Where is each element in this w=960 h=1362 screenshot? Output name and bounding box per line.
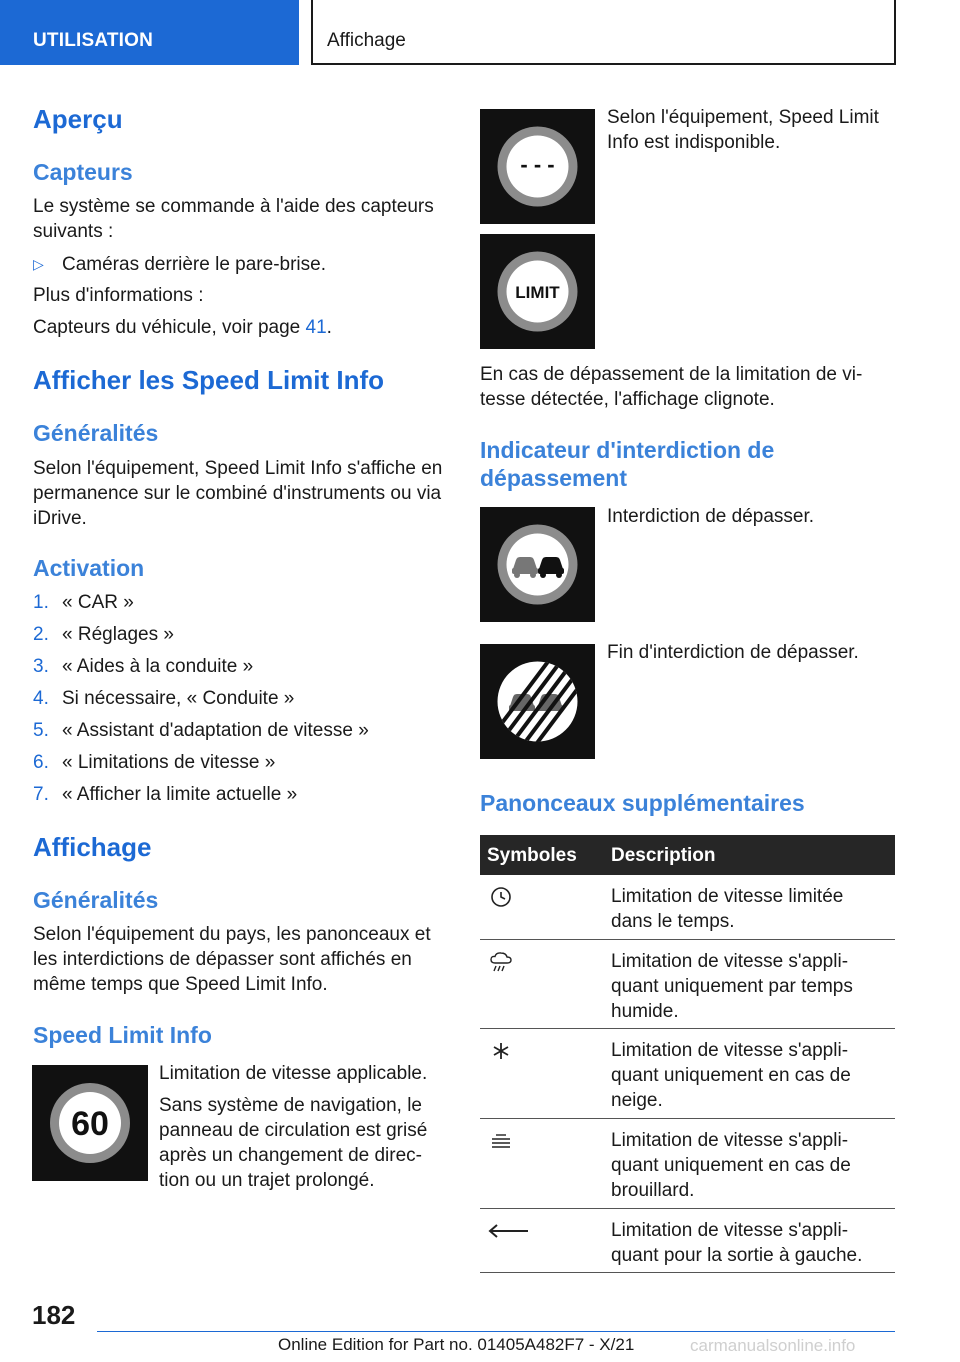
desc-line: Limitation de vitesse s'appli- [611, 951, 849, 972]
step-number: 6. [33, 752, 49, 773]
row-description [611, 884, 891, 934]
bullet-item: Caméras derrière le pare-brise. [62, 254, 326, 275]
row-description [611, 1218, 891, 1268]
table-row [480, 1029, 895, 1119]
desc-line: dans le temps. [611, 911, 735, 932]
xref-paragraph [33, 315, 332, 340]
no-overtaking-sign-icon [480, 507, 595, 622]
snowflake-icon [486, 1039, 516, 1063]
brand-watermark: carmanualsonline.info [690, 1336, 856, 1355]
bullet-triangle-icon: ▷ [33, 256, 44, 272]
arrow-left-icon [486, 1219, 530, 1243]
desc-line: humide. [611, 1001, 679, 1022]
sli-text-2a: Sans système de navigation, le [159, 1095, 422, 1116]
xref-text: Capteurs du véhicule, voir page [33, 317, 306, 338]
nopass-text: Interdiction de dépasser. [607, 506, 815, 527]
step-text: « Assistant d'adaptation de vitesse » [62, 720, 369, 741]
step-number: 1. [33, 592, 49, 613]
step-number: 7. [33, 784, 49, 805]
sli-text-2d: tion ou un trajet prolongé. [159, 1170, 375, 1191]
gen2-line2: les interdictions de dépasser sont affichés en [33, 949, 412, 970]
header-chapter-box [311, 0, 896, 65]
nopass-heading-line1: Indicateur d'interdiction de [480, 437, 775, 463]
capteurs-heading: Capteurs [33, 159, 133, 185]
desc-line: Limitation de vitesse s'appli- [611, 1040, 849, 1061]
step-text: « Réglages » [62, 624, 174, 645]
panonceaux-table [480, 835, 895, 1273]
unavail-line2: Info est indisponible. [607, 132, 781, 153]
sli-text-2c: après un changement de direc- [159, 1145, 422, 1166]
gen2-line1: Selon l'équipement du pays, les panonceaux et [33, 924, 431, 945]
generalites-heading-1: Généralités [33, 420, 159, 446]
exceed-line2: tesse détectée, l'affichage clignote. [480, 389, 775, 410]
desc-line: quant uniquement en cas de [611, 1155, 851, 1176]
row-description [611, 949, 891, 1024]
step-text: Si nécessaire, « Conduite » [62, 688, 295, 709]
page-number: 182 [32, 1300, 76, 1330]
end-no-overtaking-sign-icon [480, 644, 595, 759]
desc-line: Limitation de vitesse s'appli- [611, 1220, 849, 1241]
section-title: UTILISATION [33, 30, 154, 51]
chapter-title: Affichage [327, 30, 406, 51]
step-text: « Afficher la limite actuelle » [62, 784, 298, 805]
gen1-line3: iDrive. [33, 508, 87, 529]
table-row [480, 940, 895, 1029]
edition-text: Online Edition for Part no. 01405A482F7 - X/21 [278, 1335, 635, 1354]
desc-line: quant uniquement en cas de [611, 1065, 851, 1086]
desc-line: quant uniquement par temps [611, 976, 853, 997]
step-text: « Aides à la conduite » [62, 656, 254, 677]
rain-cloud-icon [486, 950, 516, 974]
header-section-tab [0, 0, 299, 65]
step-text: « Limitations de vitesse » [62, 752, 276, 773]
affichage-heading: Affichage [33, 832, 152, 862]
table-row [480, 875, 895, 940]
capteurs-text-line1: Le système se commande à l'aide des capteurs [33, 196, 434, 217]
row-description [611, 1128, 891, 1203]
footer-rule [97, 1331, 895, 1332]
table-header [480, 835, 895, 875]
desc-line: neige. [611, 1090, 663, 1111]
row-description [611, 1038, 891, 1113]
sli-heading: Speed Limit Info [33, 1022, 212, 1048]
desc-line: brouillard. [611, 1180, 695, 1201]
clock-icon [486, 885, 516, 909]
activation-heading: Activation [33, 555, 145, 581]
table-row [480, 1209, 895, 1273]
step-number: 2. [33, 624, 49, 645]
sign-limit-text: LIMIT [515, 283, 560, 302]
apercu-heading: Aperçu [33, 104, 123, 134]
table-row [480, 1119, 895, 1209]
panonceaux-heading: Panonceaux supplémentaires [480, 790, 805, 816]
unavail-line1: Selon l'équipement, Speed Limit [607, 107, 879, 128]
gen1-line2: permanence sur le combiné d'instruments ou via [33, 483, 442, 504]
limit-sign-icon [480, 234, 595, 349]
xref-end: . [326, 317, 332, 338]
desc-line: Limitation de vitesse limitée [611, 886, 844, 907]
afficher-heading: Afficher les Speed Limit Info [33, 365, 385, 395]
sign-dash-text: - - - [520, 152, 555, 177]
gen2-line3: même temps que Speed Limit Info. [33, 974, 328, 995]
desc-line: quant pour la sortie à gauche. [611, 1245, 863, 1266]
capteurs-text-line2: suivants : [33, 221, 114, 242]
sli-text-2b: panneau de circulation est grisé [159, 1120, 428, 1141]
xref-page-link[interactable]: 41 [305, 317, 327, 338]
sign-60-value: 60 [71, 1105, 109, 1143]
gen1-line1: Selon l'équipement, Speed Limit Info s'affiche en [33, 458, 443, 479]
generalites-heading-2: Généralités [33, 887, 159, 913]
nopass-heading-line2: dépassement [480, 465, 628, 491]
step-number: 4. [33, 688, 49, 709]
speed-limit-unavailable-sign-icon [480, 109, 595, 224]
exceed-line1: En cas de dépassement de la limitation de vi- [480, 364, 863, 385]
step-number: 5. [33, 720, 49, 741]
speed-limit-60-sign-icon [32, 1065, 148, 1181]
endnopass-text: Fin d'interdiction de dépasser. [607, 642, 859, 663]
step-number: 3. [33, 656, 49, 677]
col-symbols: Symboles [487, 845, 577, 866]
fog-icon [486, 1129, 516, 1153]
desc-line: Limitation de vitesse s'appli- [611, 1130, 849, 1151]
plus-info-label: Plus d'informations : [33, 285, 204, 306]
col-description: Description [611, 845, 716, 866]
sli-text-1: Limitation de vitesse applicable. [159, 1063, 428, 1084]
step-text: « CAR » [62, 592, 134, 613]
